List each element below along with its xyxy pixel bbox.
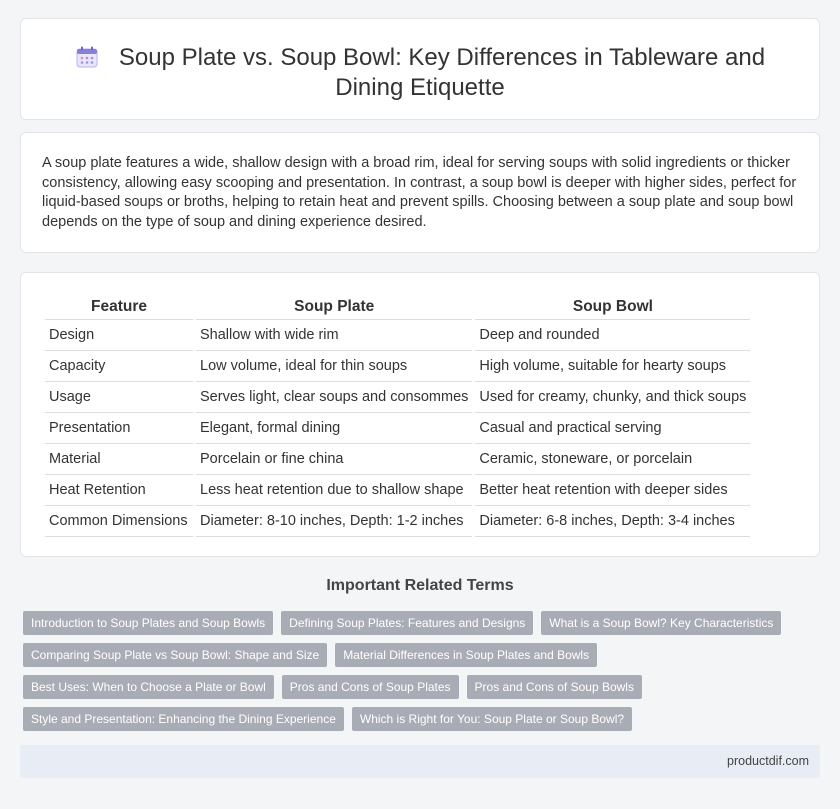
comparison-card [20, 272, 820, 557]
comparison-table [42, 295, 753, 537]
related-term-link[interactable]: Defining Soup Plates: Features and Designs [281, 611, 533, 635]
related-term-link[interactable]: Introduction to Soup Plates and Soup Bowls [23, 611, 273, 635]
table-row [45, 351, 750, 382]
cell-soup-bowl: Casual and practical serving [475, 413, 750, 444]
cell-soup-bowl: Diameter: 6-8 inches, Depth: 3-4 inches [475, 506, 750, 537]
intro-paragraph: A soup plate features a wide, shallow design with a broad rim, ideal for serving soups with solid ingredients or thicker consistency, allowing easy scooping and presentation. In contrast, a soup bowl is deeper with higher sides, perfect for liquid-based soups or broths, helping to retain heat and prevent spills. Choosing between a soup plate and soup bowl depends on the type of soup and dining experience desired. [42, 155, 797, 230]
cell-soup-bowl: Used for creamy, chunky, and thick soups [475, 382, 750, 413]
related-term-link[interactable]: Best Uses: When to Choose a Plate or Bowl [23, 675, 274, 699]
related-term-link[interactable]: Style and Presentation: Enhancing the Dining Experience [23, 707, 344, 731]
cell-feature: Common Dimensions [45, 506, 193, 537]
cell-soup-plate: Diameter: 8-10 inches, Depth: 1-2 inches [196, 506, 472, 537]
related-terms-list [23, 611, 813, 739]
page-title [21, 43, 819, 103]
table-row [45, 444, 750, 475]
cell-feature: Design [45, 320, 193, 351]
cell-soup-plate: Less heat retention due to shallow shape [196, 475, 472, 506]
table-header-row [45, 295, 750, 320]
cell-soup-bowl: High volume, suitable for hearty soups [475, 351, 750, 382]
header-feature: Feature [45, 295, 193, 320]
related-term-link[interactable]: Comparing Soup Plate vs Soup Bowl: Shape and Size [23, 643, 327, 667]
cell-soup-bowl: Deep and rounded [475, 320, 750, 351]
table-row [45, 382, 750, 413]
cell-soup-bowl: Ceramic, stoneware, or porcelain [475, 444, 750, 475]
header-soup-bowl: Soup Bowl [475, 295, 750, 320]
calendar-icon [75, 45, 99, 69]
related-term-link[interactable]: Pros and Cons of Soup Plates [282, 675, 459, 699]
cell-soup-plate: Elegant, formal dining [196, 413, 472, 444]
cell-feature: Heat Retention [45, 475, 193, 506]
related-term-link[interactable]: Which is Right for You: Soup Plate or Soup Bowl? [352, 707, 632, 731]
page-title-text: Soup Plate vs. Soup Bowl: Key Differences in Tableware and Dining Etiquette [118, 44, 766, 101]
cell-soup-plate: Shallow with wide rim [196, 320, 472, 351]
cell-soup-plate: Low volume, ideal for thin soups [196, 351, 472, 382]
header-soup-plate: Soup Plate [196, 295, 472, 320]
related-term-link[interactable]: What is a Soup Bowl? Key Characteristics [541, 611, 781, 635]
intro-card [20, 132, 820, 253]
footer [20, 745, 820, 778]
footer-site-name: productdif.com [727, 754, 809, 768]
table-row [45, 475, 750, 506]
cell-soup-plate: Porcelain or fine china [196, 444, 472, 475]
related-terms-heading: Important Related Terms [326, 577, 514, 594]
related-term-link[interactable]: Material Differences in Soup Plates and Bowls [335, 643, 597, 667]
cell-soup-plate: Serves light, clear soups and consommes [196, 382, 472, 413]
table-row [45, 413, 750, 444]
cell-feature: Usage [45, 382, 193, 413]
table-row [45, 320, 750, 351]
cell-feature: Capacity [45, 351, 193, 382]
cell-feature: Material [45, 444, 193, 475]
cell-feature: Presentation [45, 413, 193, 444]
header-card [20, 18, 820, 120]
table-row [45, 506, 750, 537]
related-term-link[interactable]: Pros and Cons of Soup Bowls [467, 675, 642, 699]
cell-soup-bowl: Better heat retention with deeper sides [475, 475, 750, 506]
title-wrap [21, 43, 819, 103]
